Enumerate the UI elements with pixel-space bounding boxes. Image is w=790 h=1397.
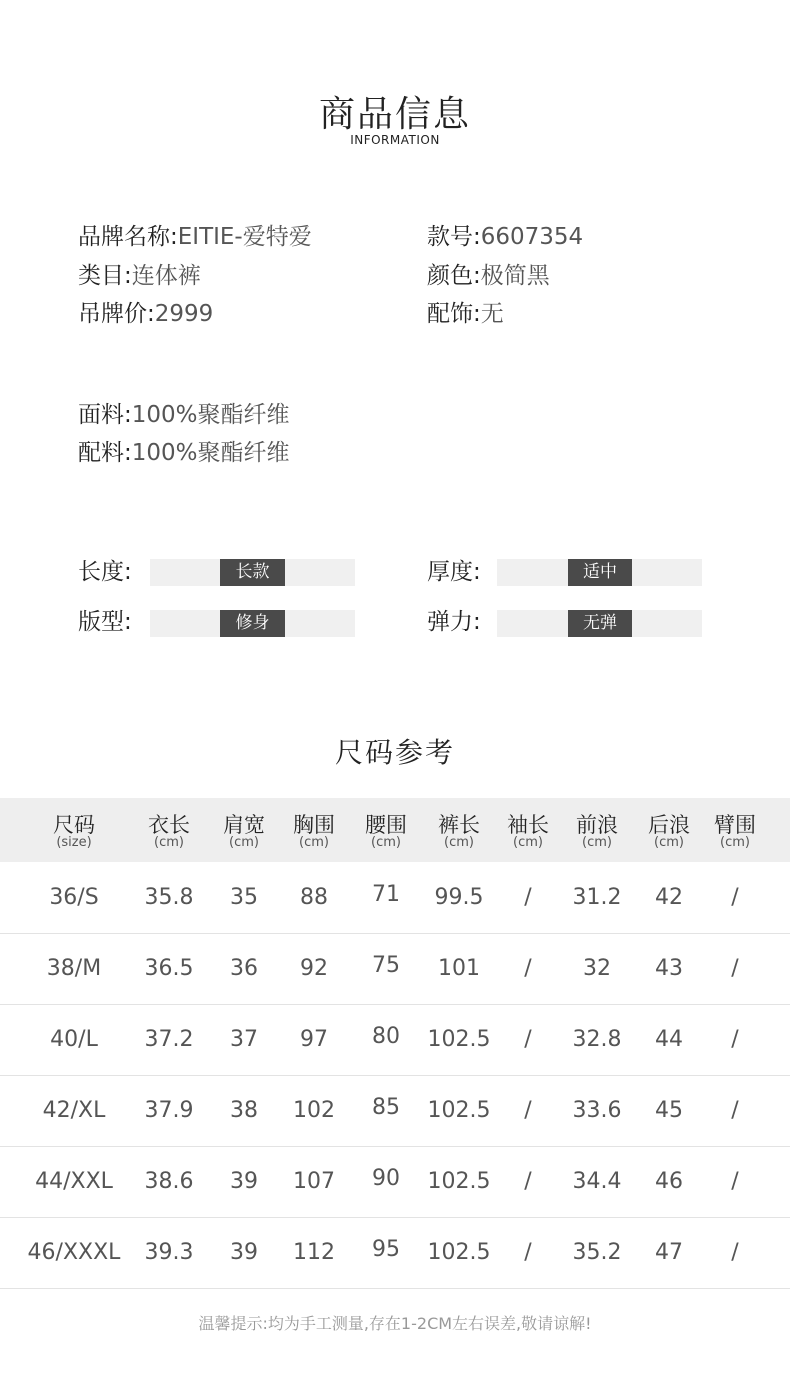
- column-name: 袖长: [507, 813, 549, 837]
- table-row: [0, 934, 790, 1005]
- fit-badge: 修身: [220, 610, 285, 637]
- page-subtitle: INFORMATION: [350, 133, 440, 147]
- table-cell: /: [524, 956, 532, 981]
- table-cell: 44: [655, 1027, 683, 1052]
- table-cell: /: [524, 885, 532, 910]
- table-cell: 97: [300, 1027, 328, 1052]
- table-cell: 107: [293, 1169, 335, 1194]
- column-header: [209, 798, 279, 862]
- table-cell: 85: [372, 1095, 400, 1120]
- fabric-label: 面料:: [78, 402, 132, 428]
- table-cell: 88: [300, 885, 328, 910]
- table-cell: 71: [372, 882, 400, 907]
- table-cell: 45: [655, 1098, 683, 1123]
- color-row: [427, 265, 550, 288]
- brand-value: EITIE-爱特爱: [177, 224, 312, 250]
- column-name: 腰围: [365, 813, 407, 837]
- column-name: 肩宽: [223, 813, 265, 837]
- column-unit: (cm): [444, 835, 474, 850]
- fabric-row: [78, 404, 290, 427]
- table-cell: 44/XXL: [35, 1169, 113, 1194]
- column-name: 前浪: [576, 813, 618, 837]
- table-cell: /: [731, 1027, 739, 1052]
- column-header: [700, 798, 770, 862]
- table-cell: 90: [372, 1166, 400, 1191]
- lining-label: 配料:: [78, 440, 132, 466]
- length-label: 长度:: [78, 559, 132, 585]
- style-no-row: [427, 226, 583, 249]
- column-header: [351, 798, 421, 862]
- table-cell: 37.9: [144, 1098, 194, 1123]
- table-cell: 39: [230, 1169, 258, 1194]
- table-cell: /: [524, 1098, 532, 1123]
- column-unit: (size): [56, 835, 92, 850]
- table-cell: /: [731, 1240, 739, 1265]
- table-cell: /: [731, 1098, 739, 1123]
- style-no-label: 款号:: [427, 224, 481, 250]
- table-cell: 112: [293, 1240, 335, 1265]
- table-cell: 42: [655, 885, 683, 910]
- table-cell: 35: [230, 885, 258, 910]
- brand-label: 品牌名称:: [78, 224, 178, 250]
- table-cell: 39: [230, 1240, 258, 1265]
- column-unit: (cm): [371, 835, 401, 850]
- table-cell: 75: [372, 953, 400, 978]
- thickness-label: 厚度:: [427, 559, 481, 585]
- table-cell: 38: [230, 1098, 258, 1123]
- table-cell: 33.6: [572, 1098, 622, 1123]
- column-name: 衣长: [148, 813, 190, 837]
- table-cell: 92: [300, 956, 328, 981]
- column-name: 裤长: [438, 813, 480, 837]
- category-value: 连体裤: [131, 263, 201, 289]
- accessory-row: [427, 303, 504, 326]
- elasticity-badge: 无弹: [568, 610, 632, 637]
- column-header: [634, 798, 704, 862]
- table-cell: 36/S: [49, 885, 99, 910]
- table-cell: 38.6: [144, 1169, 194, 1194]
- column-name: 尺码: [53, 813, 95, 837]
- column-unit: (cm): [513, 835, 543, 850]
- column-header: [279, 798, 349, 862]
- column-header: [562, 798, 632, 862]
- table-cell: 35.8: [144, 885, 194, 910]
- table-cell: 101: [438, 956, 480, 981]
- table-cell: 99.5: [434, 885, 484, 910]
- column-unit: (cm): [582, 835, 612, 850]
- size-table-header: [0, 798, 790, 862]
- fit-label: 版型:: [78, 609, 132, 635]
- category-row: [78, 265, 201, 288]
- column-header: [14, 798, 134, 862]
- tag-price-row: [78, 303, 213, 326]
- column-header: [419, 798, 499, 862]
- brand-row: [78, 226, 312, 249]
- column-name: 后浪: [648, 813, 690, 837]
- category-label: 类目:: [78, 263, 132, 289]
- table-cell: 43: [655, 956, 683, 981]
- page-title: 商品信息: [318, 94, 471, 135]
- color-label: 颜色:: [427, 263, 481, 289]
- table-cell: 42/XL: [42, 1098, 106, 1123]
- table-cell: /: [731, 956, 739, 981]
- table-cell: 38/M: [46, 956, 102, 981]
- table-cell: /: [524, 1240, 532, 1265]
- column-unit: (cm): [654, 835, 684, 850]
- column-unit: (cm): [154, 835, 184, 850]
- fabric-value: 100%聚酯纤维: [131, 402, 290, 428]
- accessory-value: 无: [480, 301, 504, 327]
- column-unit: (cm): [299, 835, 329, 850]
- measurement-note: 温馨提示:均为手工测量,存在1-2CM左右误差,敬请谅解!: [198, 1314, 592, 1333]
- elasticity-label: 弹力:: [427, 609, 481, 635]
- tag-price-value: 2999: [154, 301, 214, 327]
- table-cell: 34.4: [572, 1169, 622, 1194]
- length-badge: 长款: [220, 559, 285, 586]
- table-cell: 80: [372, 1024, 400, 1049]
- lining-row: [78, 442, 290, 465]
- tag-price-label: 吊牌价:: [78, 301, 155, 327]
- table-cell: 31.2: [572, 885, 622, 910]
- column-header: [498, 798, 558, 862]
- table-cell: 47: [655, 1240, 683, 1265]
- table-cell: /: [524, 1027, 532, 1052]
- table-cell: /: [731, 885, 739, 910]
- table-cell: 32: [583, 956, 611, 981]
- lining-value: 100%聚酯纤维: [131, 440, 290, 466]
- table-cell: /: [731, 1169, 739, 1194]
- table-cell: 102: [293, 1098, 335, 1123]
- table-cell: 40/L: [50, 1027, 98, 1052]
- table-row: [0, 1218, 790, 1289]
- table-cell: 46: [655, 1169, 683, 1194]
- column-header: [134, 798, 204, 862]
- table-cell: 37.2: [144, 1027, 194, 1052]
- table-cell: 46/XXXL: [27, 1240, 121, 1265]
- table-cell: 102.5: [427, 1027, 491, 1052]
- column-name: 胸围: [293, 813, 335, 837]
- table-cell: 36: [230, 956, 258, 981]
- style-no-value: 6607354: [480, 224, 584, 250]
- table-cell: 39.3: [144, 1240, 194, 1265]
- table-cell: 36.5: [144, 956, 194, 981]
- table-cell: /: [524, 1169, 532, 1194]
- table-cell: 37: [230, 1027, 258, 1052]
- table-cell: 95: [372, 1237, 400, 1262]
- table-cell: 102.5: [427, 1240, 491, 1265]
- size-chart-title: 尺码参考: [334, 736, 455, 769]
- table-cell: 32.8: [572, 1027, 622, 1052]
- accessory-label: 配饰:: [427, 301, 481, 327]
- table-cell: 102.5: [427, 1169, 491, 1194]
- table-row: [0, 1005, 790, 1076]
- table-row: [0, 863, 790, 934]
- thickness-badge: 适中: [568, 559, 632, 586]
- column-unit: (cm): [229, 835, 259, 850]
- table-row: [0, 1147, 790, 1218]
- table-row: [0, 1076, 790, 1147]
- table-cell: 35.2: [572, 1240, 622, 1265]
- column-name: 臂围: [714, 813, 756, 837]
- column-unit: (cm): [720, 835, 750, 850]
- table-cell: 102.5: [427, 1098, 491, 1123]
- color-value: 极简黑: [480, 263, 550, 289]
